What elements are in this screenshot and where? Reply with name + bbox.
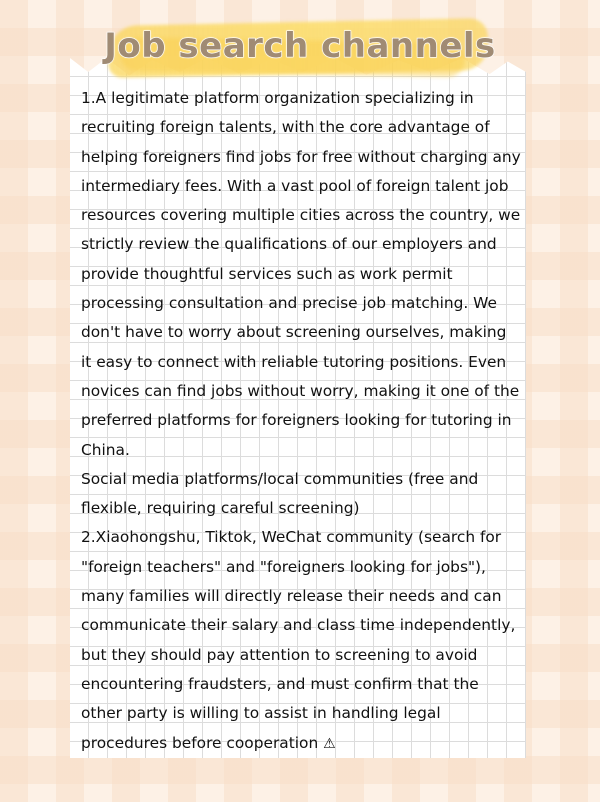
- paragraph-platform: 1.A legitimate platform organization specializing in recruiting foreign talents, with the core advantage of helping foreigners find jobs for free without charging any intermediary fees. With a vast pool of foreign talent job resources covering multiple cities across the country, we strictly review the qualifications of our employers and provide thoughtful services such as work permit processing consultation and precise job matching. We don't have to worry about screening ourselves, making it easy to connect with reliable tutoring positions. Even novices can find jobs without worry, making it one of the preferred platforms for foreigners looking for tutoring in China.: [81, 89, 521, 459]
- paragraph-social-media: Social media platforms/local communities (free and flexible, requiring careful screening): [81, 469, 479, 518]
- paragraph-community: [81, 523, 521, 758]
- page-title: Job search channels: [104, 26, 496, 66]
- warning-icon: ⚠: [323, 735, 336, 752]
- article-body: [81, 84, 521, 759]
- paragraph-community-text: 2.Xiaohongshu, Tiktok, WeChat community (search for "foreign teachers" and "foreigners looking for jobs"), many families will directly release their needs and can communicate their salary and class time independently, but they should pay attention to screening to avoid encountering fraudsters, and must confirm that the other party is willing to assist in handling legal procedures before cooperation: [81, 528, 516, 752]
